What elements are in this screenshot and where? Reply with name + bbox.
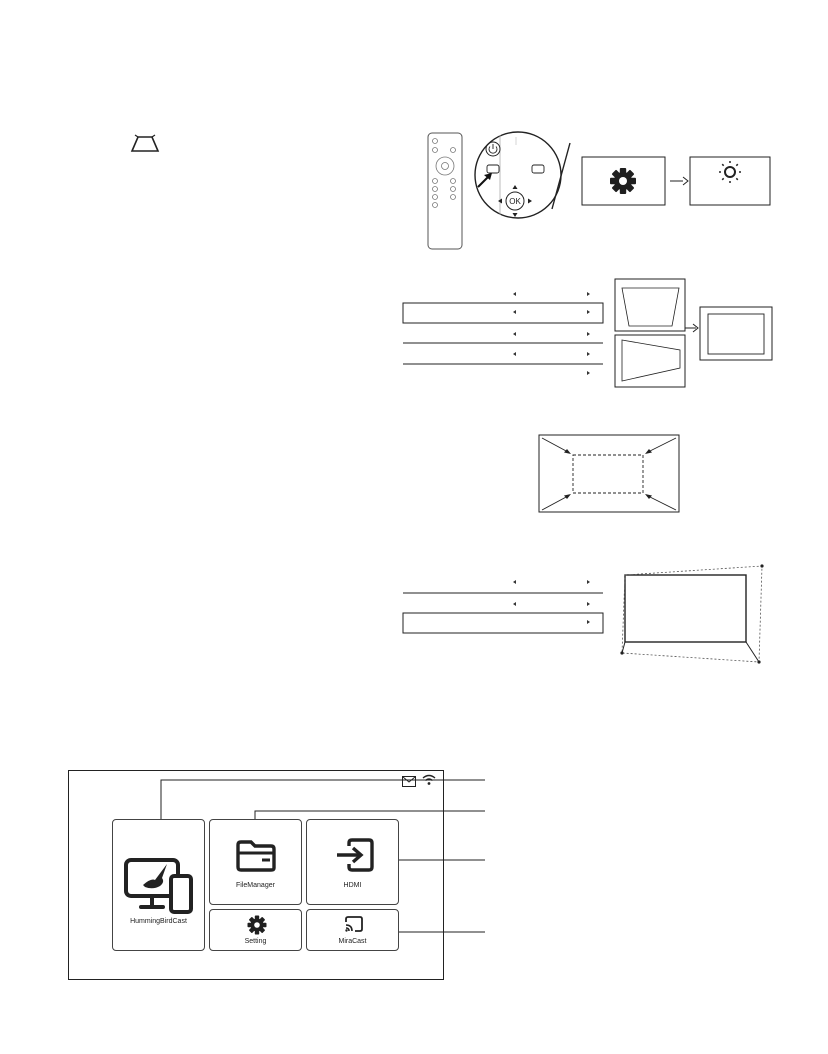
cast-icon [344,916,364,934]
remote-diagram [420,125,780,255]
tile-hummingbirdcast[interactable] [112,819,205,951]
gear-icon [247,915,267,935]
tile-label: HDMI [343,882,362,889]
gear-icon [610,168,636,194]
tile-filemanager[interactable] [209,819,302,905]
zoom-diagram [538,434,680,514]
keystone-menu-diagram [400,276,780,390]
tile-label: FileManager [236,882,275,889]
input-icon [335,838,375,872]
tile-setting[interactable] [209,909,302,951]
tile-label: MiraCast [338,938,367,945]
tile-label: HummingBirdCast [130,918,187,925]
corner-menu-diagram [400,562,780,666]
ok-button-label: OK [509,197,521,206]
tile-miracast[interactable] [306,909,399,951]
folder-icon [236,840,276,872]
hummingbird-cast-icon [123,856,195,914]
brightness-icon [719,161,741,183]
keystone-symbol-icon [130,134,160,154]
tile-label: Setting [244,938,267,945]
tile-hdmi[interactable] [306,819,399,905]
